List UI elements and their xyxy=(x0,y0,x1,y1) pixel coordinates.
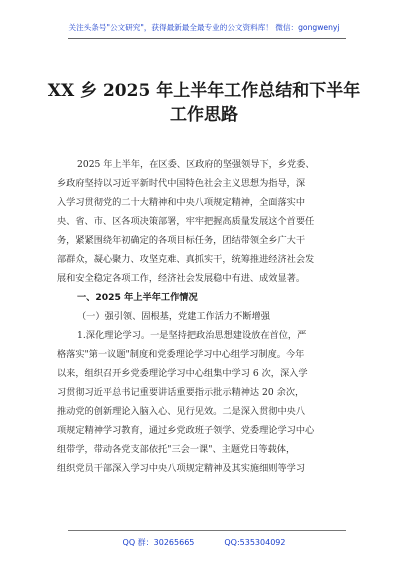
paragraph-line: 习贯彻习近平总书记重要讲话重要指示批示精神达 20 余次， xyxy=(57,387,305,398)
paragraph-line: 组带学，带动各党支部依托"三会一课"、主题党日等载体， xyxy=(57,444,296,455)
section-heading: 一、2025 年上半年工作情况 xyxy=(77,292,198,303)
intro-line: 务，紧紧围绕年初确定的各项目标任务，团结带领全乡广大干 xyxy=(57,235,306,246)
intro-line: 入学习贯彻党的二十大精神和中央八项规定精神，全面落实中 xyxy=(57,197,306,208)
document-title xyxy=(0,79,408,127)
intro-line: 乡政府坚持以习近平新时代中国特色社会主义思想为指导，深 xyxy=(57,178,306,189)
paragraph-line: 项规定精神学习教育，通过乡党政班子领学、党委理论学习中心 xyxy=(57,425,315,436)
intro-paragraph xyxy=(57,155,357,288)
title-line-2: 工作思路 xyxy=(170,105,238,125)
document-body xyxy=(57,155,357,478)
title-line-1: XX 乡 2025 年上半年工作总结和下半年 xyxy=(47,81,361,101)
footer-qq-number: QQ:535304092 xyxy=(224,538,286,547)
intro-line: 央、省、市、区各项决策部署，牢牢把握高质量发展这个首要任 xyxy=(57,216,315,227)
paragraph-line: 格落实"第一议题"制度和党委理论学习中心组学习制度。今年 xyxy=(57,349,305,360)
subsection-heading: （一）强引领、固根基，党建工作活力不断增强 xyxy=(77,311,270,322)
paragraph-line: 1.深化理论学习。一是坚持把政治思想建设放在首位，严 xyxy=(77,330,307,341)
subsection-paragraph xyxy=(57,326,357,478)
paragraph-line: 以来，组织召开乡党委理论学习中心组集中学习 6 次，深入学 xyxy=(57,368,308,379)
header-divider xyxy=(68,38,346,39)
paragraph-line: 推动党的创新理论入脑入心、见行见效。二是深入贯彻中央八 xyxy=(57,406,306,417)
footer-qq-group: QQ 群：30265665 xyxy=(122,538,195,547)
header-banner: 关注头条号"公文研究"，获得最新最全最专业的公文资料库！ 微信：gongwenyj xyxy=(68,23,340,32)
intro-line: 展和安全稳定各项工作，经济社会发展稳中有进、成效显著。 xyxy=(57,273,306,284)
footer-divider xyxy=(68,530,346,531)
intro-line: 2025 年上半年，在区委、区政府的坚强领导下，乡党委、 xyxy=(77,159,315,170)
footer-contact xyxy=(0,537,408,548)
paragraph-line: 组织党员干部深入学习中央八项规定精神及其实施细则等学习 xyxy=(57,463,306,474)
intro-line: 部群众，凝心聚力、攻坚克难、真抓实干，统筹推进经济社会发 xyxy=(57,254,315,265)
